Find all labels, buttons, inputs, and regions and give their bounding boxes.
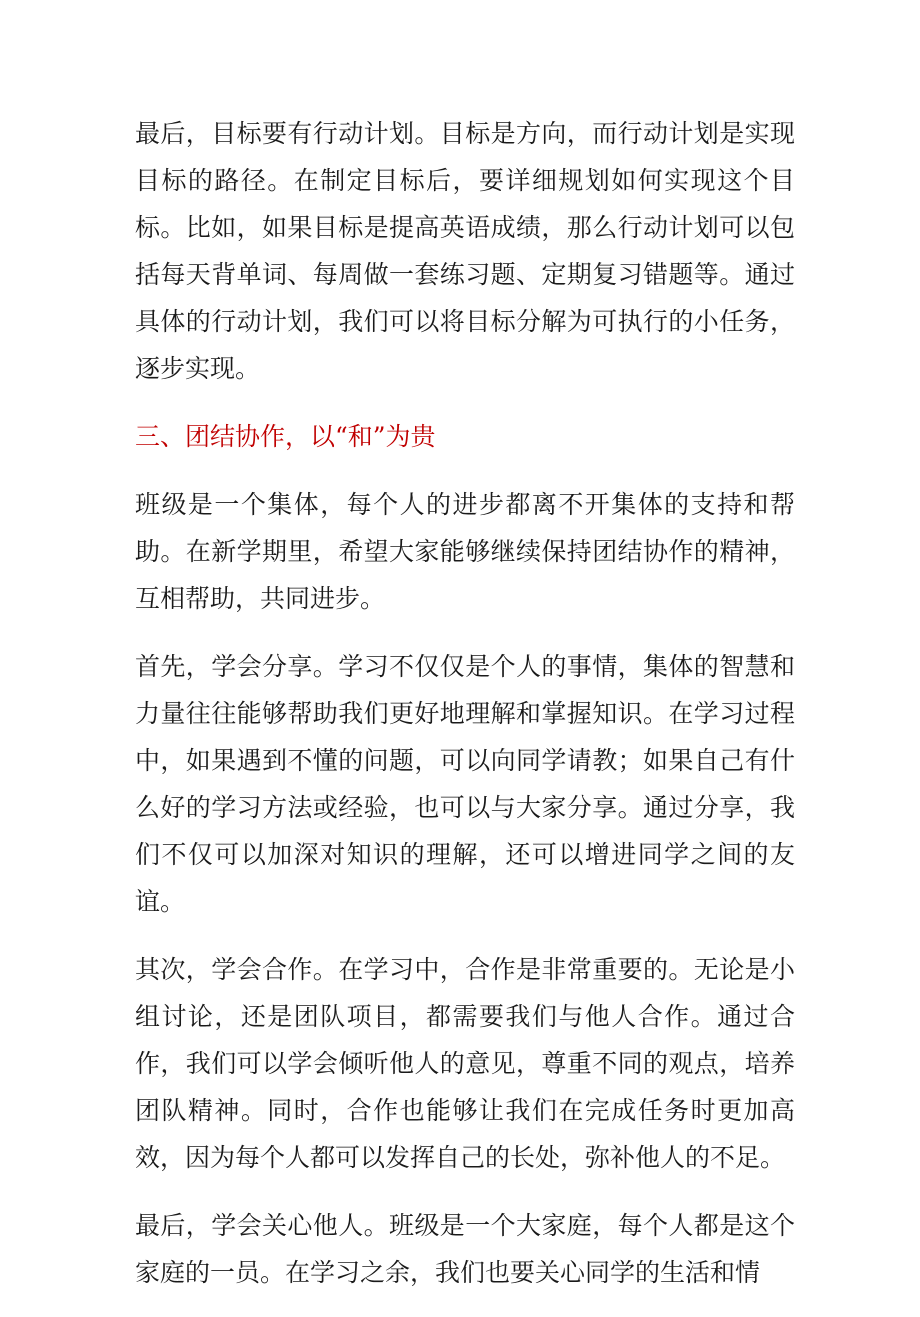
paragraph-action-plan: 最后，目标要有行动计划。目标是方向，而行动计划是实现目标的路径。在制定目标后，要详细规划如何实现这个目标。比如，如果目标是提高英语成绩，那么行动计划可以包括每天背单词、每周做一套练习题、定期复习错题等。通过具体的行动计划，我们可以将目标分解为可执行的小任务，逐步实现。 bbox=[135, 119, 795, 383]
paragraph-care-for-others: 最后，学会关心他人。班级是一个大家庭，每个人都是这个家庭的一员。在学习之余，我们也要关心同学的生活和情 bbox=[135, 1211, 795, 1287]
paragraph-learn-to-cooperate: 其次，学会合作。在学习中，合作是非常重要的。无论是小组讨论，还是团队项目，都需要我们与他人合作。通过合作，我们可以学会倾听他人的意见，尊重不同的观点，培养团队精神。同时，合作也能够让我们在完成任务时更加高效，因为每个人都可以发挥自己的长处，弥补他人的不足。 bbox=[135, 955, 795, 1172]
document-body bbox=[135, 110, 795, 1317]
paragraph-class-collective: 班级是一个集体，每个人的进步都离不开集体的支持和帮助。在新学期里，希望大家能够继续保持团结协作的精神，互相帮助，共同进步。 bbox=[135, 490, 795, 613]
section-heading-cooperation: 三、团结协作，以“和”为贵 bbox=[135, 422, 436, 451]
paragraph-learn-to-share: 首先，学会分享。学习不仅仅是个人的事情，集体的智慧和力量往往能够帮助我们更好地理解和掌握知识。在学习过程中，如果遇到不懂的问题，可以向同学请教；如果自己有什么好的学习方法或经验，也可以与大家分享。通过分享，我们不仅可以加深对知识的理解，还可以增进同学之间的友谊。 bbox=[135, 652, 795, 916]
